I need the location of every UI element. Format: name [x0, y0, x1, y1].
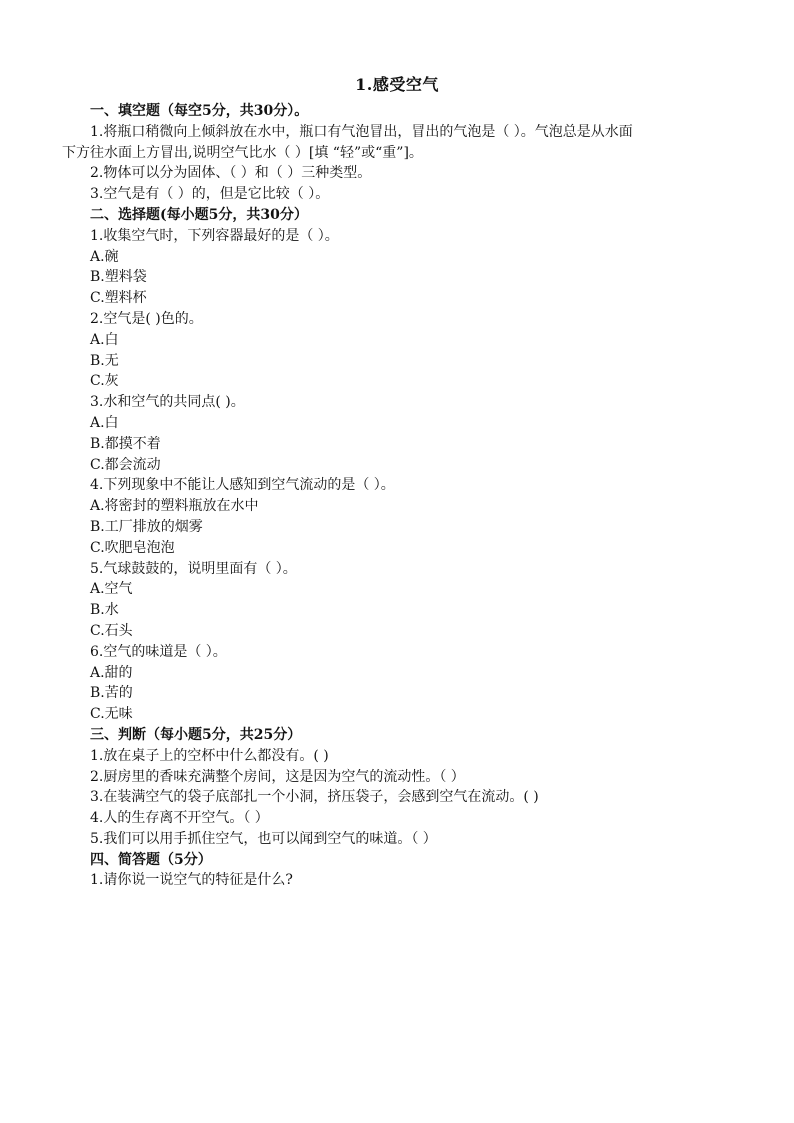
question-line: 1.收集空气时，下列容器最好的是（ ）。 — [90, 227, 339, 244]
section-heading-short-answer: 四、简答题（5分） — [90, 851, 212, 868]
answer-option: A.甜的 — [90, 664, 133, 681]
question-line: 5.我们可以用手抓住空气，也可以闻到空气的味道。（ ） — [90, 830, 437, 847]
answer-option: C.无味 — [90, 706, 133, 723]
answer-option: A.碗 — [90, 248, 119, 265]
question-line: 3.在装满空气的袋子底部扎一个小洞，挤压袋子，会感到空气在流动。( ) — [90, 789, 539, 806]
answer-option: B.无 — [90, 352, 119, 369]
question-line: 1.请你说一说空气的特征是什么? — [90, 872, 293, 889]
answer-option: C.灰 — [90, 373, 119, 390]
section-heading-fill-blank: 一、填空题（每空5分，共30分）。 — [90, 103, 309, 119]
answer-option: C.都会流动 — [90, 456, 161, 473]
answer-option: A.白 — [90, 331, 119, 348]
question-line: 1.放在桌子上的空杯中什么都没有。( ) — [90, 747, 329, 764]
question-line-continued: 下方往水面上方冒出,说明空气比水（ ）[填 “轻”或“重”]。 — [62, 144, 423, 161]
answer-option: C.塑料杯 — [90, 290, 147, 307]
answer-option: B.塑料袋 — [90, 269, 147, 286]
question-line: 3.水和空气的共同点( )。 — [90, 394, 245, 411]
question-line: 2.厨房里的香味充满整个房间，这是因为空气的流动性。（ ） — [90, 768, 465, 785]
section-heading-multiple-choice: 二、选择题(每小题5分，共30分） — [90, 206, 308, 223]
question-line: 5.气球鼓鼓的，说明里面有（ ）。 — [90, 560, 297, 577]
question-line: 6.空气的味道是（ ）。 — [90, 643, 227, 660]
question-line: 1.将瓶口稍微向上倾斜放在水中，瓶口有气泡冒出，冒出的气泡是（ ）。气泡总是从水面 — [90, 123, 633, 140]
question-line: 2.物体可以分为固体、（ ）和（ ）三种类型。 — [90, 165, 372, 182]
question-line: 3.空气是有（ ）的，但是它比较（ ）。 — [90, 186, 330, 203]
answer-option: B.水 — [90, 602, 119, 619]
worksheet-content — [62, 101, 740, 891]
answer-option: B.苦的 — [90, 685, 133, 702]
answer-option: C.吹肥皂泡泡 — [90, 539, 175, 556]
answer-option: B.工厂排放的烟雾 — [90, 518, 203, 535]
question-line: 4.人的生存离不开空气。（ ） — [90, 810, 269, 827]
answer-option: A.空气 — [90, 581, 133, 598]
answer-option: A.将密封的塑料瓶放在水中 — [90, 498, 259, 515]
question-line: 2.空气是( )色的。 — [90, 310, 203, 327]
page-title: 1.感受空气 — [355, 75, 439, 94]
answer-option: A.白 — [90, 414, 119, 431]
answer-option: B.都摸不着 — [90, 435, 161, 452]
question-line: 4.下列现象中不能让人感知到空气流动的是（ ）。 — [90, 477, 395, 494]
section-heading-true-false: 三、判断（每小题5分，共25分） — [90, 726, 302, 743]
answer-option: C.石头 — [90, 622, 133, 639]
